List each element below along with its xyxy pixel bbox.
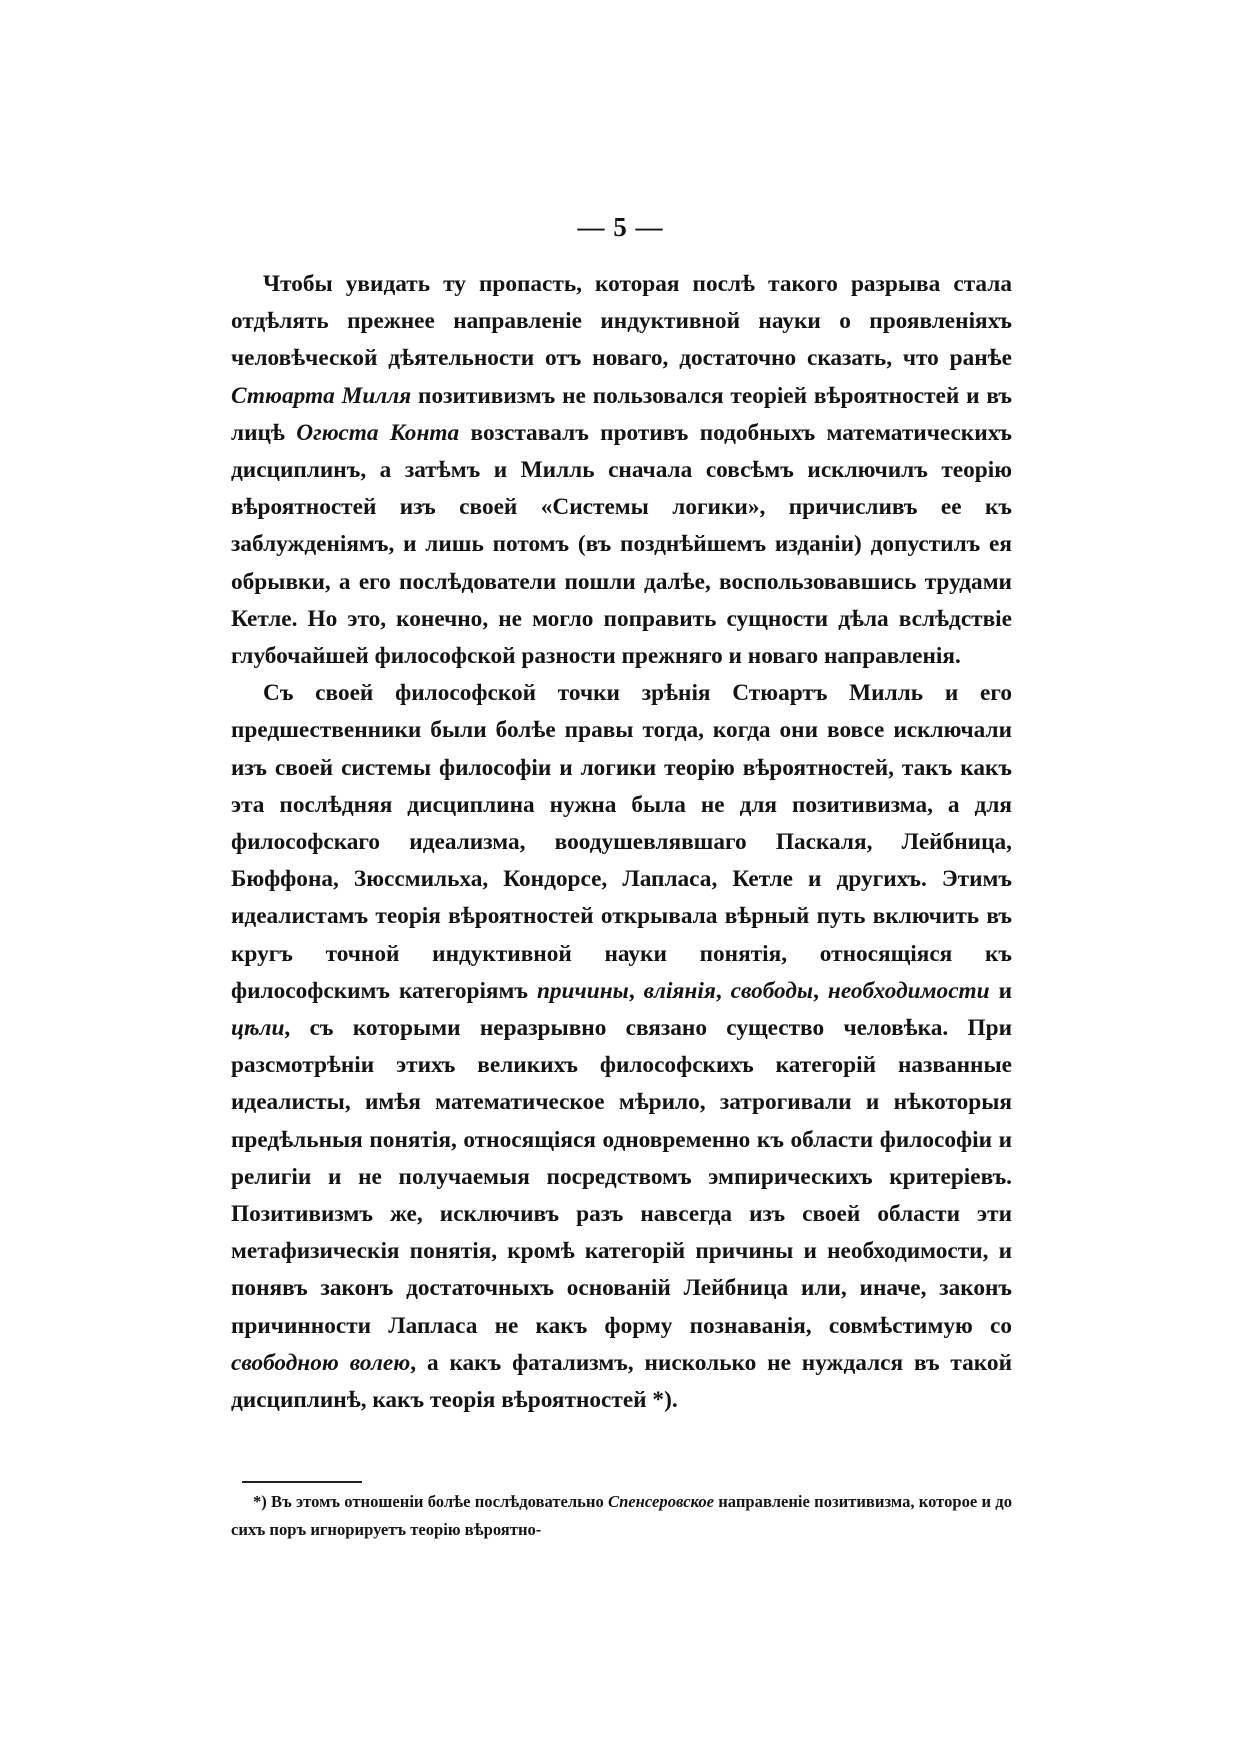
footnote-divider (242, 1481, 362, 1483)
category-necessity: необходимости (827, 977, 990, 1004)
main-text (231, 266, 1012, 1419)
category-purpose: цѣли (231, 1015, 285, 1042)
term-spencerian: Спенсеровское (608, 1492, 714, 1511)
paragraph-2: Съ своей философской точки зрѣнія Стюартъ Милль и его предшественники были болѣе правы тогда, когда они вовсе исключали изъ своей системы философіи и логики теорію вѣроятностей, такъ какъ эта послѣдняя дисциплина нужна была не для позитивизма, а для философскаго идеализма, воодушевлявшаго Паскаля, Лейбница, Бюффона, Зюссмильха, Кондорсе, Лапласа, Кетле и другихъ. Этимъ идеалистамъ теорія вѣроятностей открывала вѣрный путь включить въ кругъ точной индуктивной науки понятія, относящіяся къ философскимъ категоріямъ причины, вліянія, свободы, необходимости и цѣли, съ которыми неразрывно связано существо человѣка. При разсмотрѣніи этихъ великихъ философскихъ категорій названные идеалисты, имѣя математическое мѣрило, затрогивали и нѣкоторыя предѣльныя понятія, относящіяся одновременно къ области философіи и религіи и не получаемыя посредствомъ эмпирическихъ критеріевъ. Позитивизмъ же, исключивъ разъ навсегда изъ своей области эти метафизическія понятія, кромѣ категорій причины и необходимости, и понявъ законъ достаточныхъ основаній Лейбница или, иначе, законъ причинности Лапласа не какъ форму познаванія, совмѣстимую со свободною волею, а какъ фатализмъ, нисколько не нуждался въ такой дисциплинѣ, какъ теорія вѣроятностей *). (231, 680, 1012, 1414)
name-stuart-mill: Стюарта Милля (231, 382, 412, 409)
category-cause: причины (536, 977, 629, 1004)
name-auguste-comte: Огюста Конта (296, 419, 460, 446)
category-freedom: свободы (730, 977, 814, 1004)
footnote: *) Въ этомъ отношеніи болѣе послѣдовательно Спенсеровское направленіе позитивизма, которое и до сихъ поръ игнорируетъ теорію вѣроятно- (231, 1492, 1012, 1539)
paragraph-1: Чтобы увидать ту пропасть, которая послѣ такого разрыва стала отдѣлять прежнее направленіе индуктивной науки о проявленіяхъ человѣческой дѣятельности отъ новаго, достаточно сказать, что ранѣе Стюарта Милля позитивизмъ не пользовался теоріей вѣроятностей и въ лицѣ Огюста Конта возставалъ противъ подобныхъ математическихъ дисциплинъ, а затѣмъ и Милль сначала совсѣмъ исключилъ теорію вѣроятностей изъ своей «Системы логики», причисливъ ее къ заблужденіямъ, и лишь потомъ (въ позднѣйшемъ изданіи) допустилъ ея обрывки, а его послѣдователи пошли далѣе, воспользовавшись трудами Кетле. Но это, конечно, не могло поправить сущности дѣла вслѣдствіе глубочайшей философской разности прежняго и новаго направленія. (231, 271, 1012, 670)
category-influence: вліянія (643, 977, 716, 1004)
page-number: — 5 — (577, 212, 664, 242)
term-free-will: свободною волею (231, 1349, 411, 1376)
